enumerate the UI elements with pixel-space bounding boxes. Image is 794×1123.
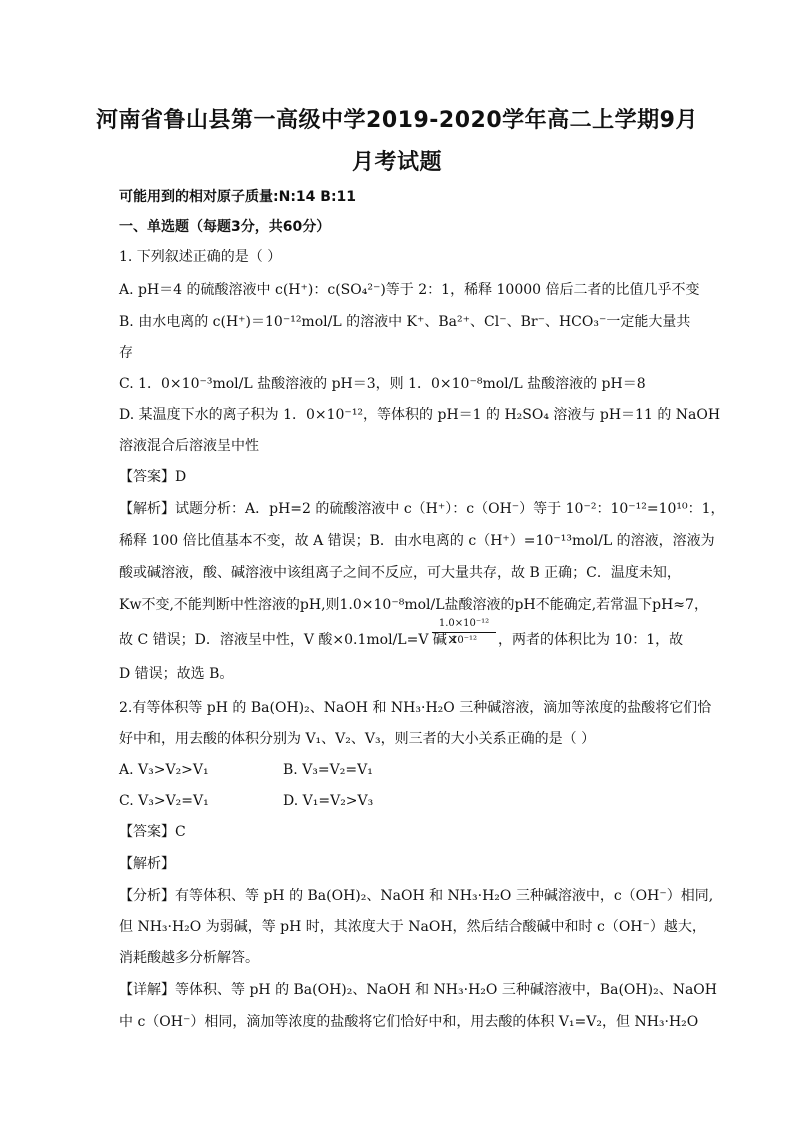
q1-explanation-line6: D 错误；故选 B。	[119, 666, 234, 682]
q2-answer: 【答案】C	[119, 824, 186, 840]
q2-detail-line2: 中 c（OH⁻）相同，滴加等浓度的盐酸将它们恰好中和，用去酸的体积 V₁=V₂，但 NH₃·H₂O	[119, 1014, 699, 1030]
q2-analysis-line3: 消耗酸越多分析解答。	[119, 950, 259, 966]
fraction-numerator: 1.0×10⁻¹²	[432, 618, 496, 633]
q2-option-b: B. V₃=V₂=V₁	[283, 762, 373, 778]
atomic-mass-note: 可能用到的相对原子质量:N:14 B:11	[119, 189, 357, 205]
section-heading: 一、单选题（每题3分，共60分）	[119, 219, 331, 235]
q2-detail-line1: 【详解】等体积、等 pH 的 Ba(OH)₂、NaOH 和 NH₃·H₂O 三种碱溶液中，Ba(OH)₂、NaOH	[119, 982, 717, 998]
q1-option-b-line2: 存	[119, 345, 133, 361]
q2-analysis-line2: 但 NH₃·H₂O 为弱碱，等 pH 时，其浓度大于 NaOH，然后结合酸碱中和时 c（OH⁻）越大，	[119, 919, 706, 935]
q2-option-a: A. V₃>V₂>V₁	[119, 762, 209, 778]
fraction-denominator: 10⁻¹²	[450, 635, 478, 646]
fraction-expression	[432, 618, 496, 647]
q1-explanation-line3: 酸或碱溶液，酸、碱溶液中该组离子之间不反应，可大量共存，故 B 正确；C．温度未知，	[119, 565, 681, 581]
q2-option-d: D. V₁=V₂>V₃	[283, 793, 374, 809]
q2-stem-line2: 好中和，用去酸的体积分别为 V₁、V₂、V₃，则三者的大小关系正确的是（ ）	[119, 731, 596, 747]
q1-answer: 【答案】D	[119, 469, 187, 485]
q1-option-d-line2: 溶液混合后溶液呈中性	[119, 438, 259, 454]
q1-explanation-line5b: ，两者的体积比为 10：1，故	[498, 632, 684, 648]
q1-option-b-line1: B. 由水电离的 c(H⁺)＝10⁻¹²mol/L 的溶液中 K⁺、Ba²⁺、Cl⁻、Br⁻、HCO₃⁻一定能大量共	[119, 314, 691, 330]
q1-explanation-line5a: 故 C 错误；D．溶液呈中性，V 酸×0.1mol/L=V 碱×	[119, 632, 459, 648]
q2-explanation-heading: 【解析】	[119, 856, 175, 872]
q2-stem-line1: 2.有等体积等 pH 的 Ba(OH)₂、NaOH 和 NH₃·H₂O 三种碱溶液，滴加等浓度的盐酸将它们恰	[119, 700, 712, 716]
q1-option-c: C. 1．0×10⁻³mol/L 盐酸溶液的 pH＝3，则 1．0×10⁻⁸mol/L 盐酸溶液的 pH＝8	[119, 376, 646, 392]
q1-explanation-line2: 稀释 100 倍比值基本不变，故 A 错误；B．由水电离的 c（H⁺）=10⁻¹³mol/L 的溶液，溶液为	[119, 533, 715, 549]
q2-option-c: C. V₃>V₂=V₁	[119, 793, 209, 809]
document-title-line1: 河南省鲁山县第一高级中学2019-2020学年高二上学期9月	[96, 108, 698, 133]
q2-analysis-line1: 【分析】有等体积、等 pH 的 Ba(OH)₂、NaOH 和 NH₃·H₂O 三种碱溶液中，c（OH⁻）相同,	[119, 888, 714, 904]
q1-explanation-line4: Kw不变,不能判断中性溶液的pH,则1.0×10⁻⁸mol/L盐酸溶液的pH不能确定,若常温下pH≈7，	[119, 597, 708, 613]
q1-option-d-line1: D. 某温度下水的离子积为 1．0×10⁻¹²，等体积的 pH＝1 的 H₂SO₄ 溶液与 pH＝11 的 NaOH	[119, 407, 721, 423]
q1-option-a: A. pH＝4 的硫酸溶液中 c(H⁺)：c(SO₄²⁻)等于 2：1，稀释 10000 倍后二者的比值几乎不变	[119, 282, 700, 298]
q1-stem: 1. 下列叙述正确的是（ ）	[119, 249, 282, 265]
q1-explanation-line1: 【解析】试题分析：A．pH=2 的硫酸溶液中 c（H⁺）：c（OH⁻）等于 10⁻²：10⁻¹²=10¹⁰：1，	[119, 501, 725, 517]
document-title-line2: 月考试题	[351, 150, 442, 175]
